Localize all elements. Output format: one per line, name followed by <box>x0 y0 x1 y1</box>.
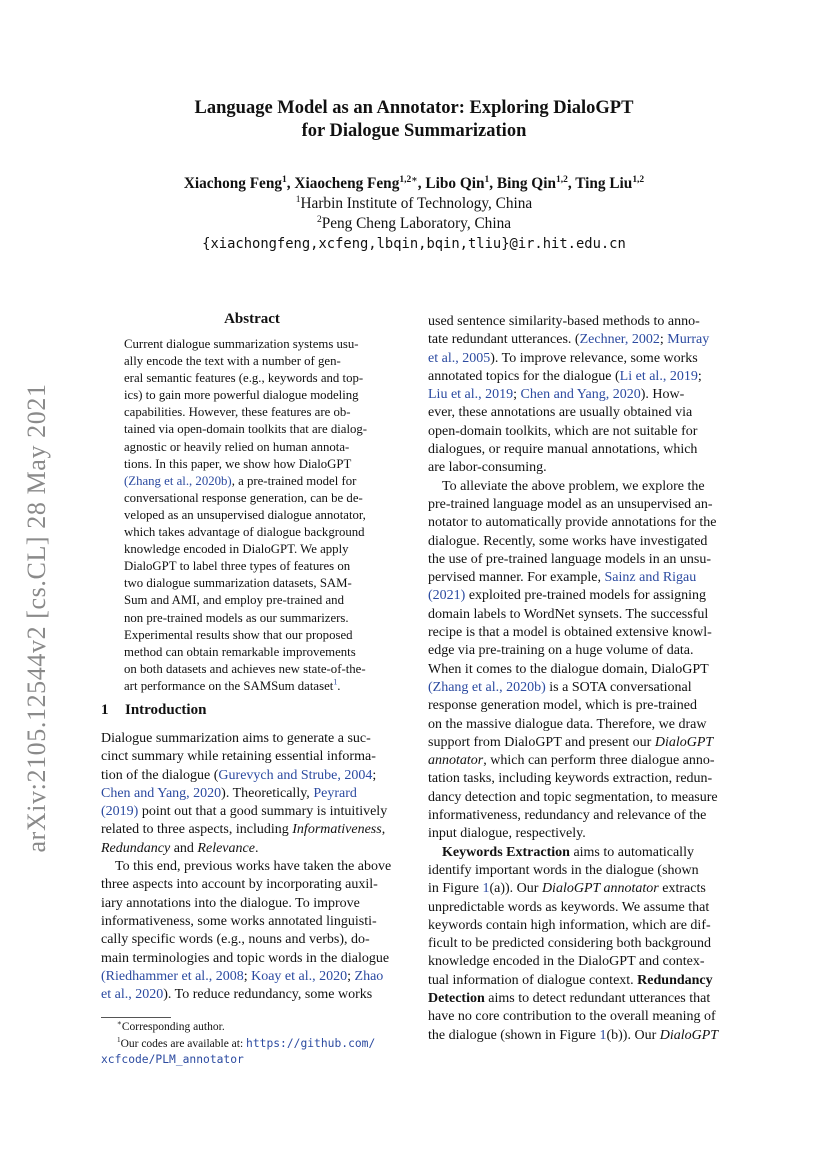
text-run: tion of the dialogue ( <box>101 767 219 783</box>
citation-link[interactable]: 1 <box>333 677 338 687</box>
affiliation-1-text: Harbin Institute of Technology, China <box>300 195 533 212</box>
text-line <box>428 514 733 532</box>
text-run: extracts <box>658 881 706 897</box>
text-run: To this end, previous works have taken the above <box>115 859 392 875</box>
abstract-line <box>124 404 384 421</box>
text-run: are labor-consuming. <box>428 460 547 476</box>
text-run: and <box>170 840 198 856</box>
text-run: Redundancy <box>101 840 171 856</box>
footnotes <box>101 1020 406 1069</box>
text-line <box>101 895 406 913</box>
text-run: conversational response generation, can be de- <box>124 490 363 505</box>
citation-link[interactable]: 1 <box>482 881 490 897</box>
footnote-code <box>101 1036 406 1053</box>
citation-link[interactable]: Peyrard <box>313 785 357 801</box>
text-run: the use of pre-trained language models in an unsu- <box>428 551 712 567</box>
abstract-line <box>124 575 384 592</box>
text-line <box>428 661 733 679</box>
abstract-line <box>124 336 384 353</box>
abstract-body <box>124 336 384 695</box>
text-line <box>101 931 406 949</box>
right-column-body <box>428 313 733 1045</box>
text-run: ). To reduce redundancy, some works <box>163 987 373 1003</box>
author-emails: {xiachongfeng,xcfeng,lbqin,bqin,tliu}@ir.hit.edu.cn <box>202 236 626 252</box>
text-line <box>428 313 733 331</box>
text-line <box>428 606 733 624</box>
text-run: tate redundant utterances. ( <box>428 332 580 348</box>
text-run: on both datasets and achieves new state-of-the- <box>124 661 366 676</box>
author-block <box>0 174 828 254</box>
text-run: DialoGPT annotator <box>541 881 659 897</box>
text-line <box>428 953 733 971</box>
text-line <box>101 767 406 785</box>
text-run: . <box>254 840 259 856</box>
text-line <box>428 1008 733 1026</box>
citation-link[interactable]: Sainz and Rigau <box>604 570 697 586</box>
citation-link[interactable]: Koay et al., 2020 <box>251 968 348 984</box>
paper-title <box>0 97 828 143</box>
arxiv-sidebar-stamp <box>22 358 52 878</box>
text-run: DialoGPT <box>659 1027 719 1043</box>
text-run: related to three aspects, including <box>101 822 293 838</box>
code-link-part-2[interactable]: xcfcode/PLM_annotator <box>101 1053 244 1066</box>
abstract-line <box>124 592 384 609</box>
abstract-line <box>124 473 384 490</box>
text-line <box>428 642 733 660</box>
author-name: Xiachong Feng <box>183 175 282 192</box>
abstract-line <box>124 387 384 404</box>
text-run: ; <box>513 387 521 403</box>
text-run: , which can perform three dialogue anno- <box>483 753 715 769</box>
text-run: , a pre-trained model for <box>231 473 357 488</box>
affiliation-1-mark: 1 <box>295 194 301 205</box>
text-run: Detection <box>428 990 485 1006</box>
text-run: dancy detection and topic segmentation, to measure <box>428 789 718 805</box>
text-run: cinct summary while retaining essential informa- <box>101 749 376 765</box>
text-line <box>101 968 406 986</box>
text-line <box>428 496 733 514</box>
abstract-line <box>124 524 384 541</box>
text-line <box>428 990 733 1008</box>
citation-link[interactable]: et al., 2005 <box>428 350 491 366</box>
text-run: knowledge encoded in the DialoGPT and contex- <box>428 954 705 970</box>
text-run: dialogues, or require manual annotations, which <box>428 442 698 458</box>
author-affiliation-mark: 1,2∗ <box>399 174 418 185</box>
text-line <box>428 386 733 404</box>
text-line <box>428 551 733 569</box>
footnote-corresponding-mark: ∗ <box>117 1020 122 1028</box>
text-line <box>428 880 733 898</box>
citation-link[interactable]: Li et al., 2019 <box>619 368 698 384</box>
footnote-code-mark: 1 <box>117 1035 121 1044</box>
text-run: Sum and AMI, and employ pre-trained and <box>124 593 344 608</box>
text-run: agnostic or heavily relied on human annota- <box>124 439 350 454</box>
text-line <box>428 459 733 477</box>
text-line <box>101 858 406 876</box>
footnote-rule <box>101 1017 171 1018</box>
arxiv-id-text: arXiv:2105.12544v2 [cs.CL] 28 May 2021 <box>22 383 51 853</box>
author-name: Xiaocheng Feng <box>294 175 400 192</box>
text-run: tained via open-domain toolkits that are dialog- <box>124 422 368 437</box>
text-line <box>428 716 733 734</box>
code-link-part-1[interactable]: https://github.com/ <box>246 1036 376 1050</box>
affiliation-2-text: Peng Cheng Laboratory, China <box>321 215 512 232</box>
abstract-line <box>124 558 384 575</box>
text-run: response generation model, which is pre-trained <box>428 698 698 714</box>
text-line <box>101 821 406 839</box>
text-line <box>428 697 733 715</box>
text-run: on the massive dialogue data. Therefore, we draw <box>428 716 707 732</box>
text-run: art performance on the SAMSum dataset <box>124 678 334 693</box>
footnote-code-text: Our codes are available at: <box>120 1037 247 1050</box>
text-run: used sentence similarity-based methods to anno- <box>428 314 700 329</box>
author-name: Ting Liu <box>575 175 633 192</box>
text-line <box>428 533 733 551</box>
text-run: (a)). Our <box>489 881 542 897</box>
citation-link[interactable]: Gurevych and Strube, 2004 <box>218 767 373 783</box>
text-line <box>101 986 406 1004</box>
text-run: knowledge encoded in DialoGPT. We apply <box>124 542 349 557</box>
citation-link[interactable]: Liu et al., 2019 <box>428 387 514 403</box>
citation-link[interactable]: (2021) <box>428 588 466 604</box>
text-line <box>428 569 733 587</box>
text-line <box>428 624 733 642</box>
text-line <box>428 1027 733 1045</box>
text-line <box>428 752 733 770</box>
abstract-line <box>124 610 384 627</box>
left-column-body <box>101 730 406 1004</box>
text-run: . <box>337 678 341 693</box>
text-line <box>428 587 733 605</box>
text-run: two dialogue summarization datasets, SAM- <box>124 576 352 591</box>
text-run: the dialogue (shown in Figure <box>428 1027 600 1043</box>
text-run: DialoGPT to label three types of features on <box>124 559 351 574</box>
citation-link[interactable]: (2019) <box>101 804 139 820</box>
text-run: open-domain toolkits, which are not suitable for <box>428 423 698 439</box>
text-run: cally specific words (e.g., nouns and verbs), do- <box>101 932 370 948</box>
text-run: three aspects into account by incorporating auxil- <box>101 877 378 893</box>
text-run: dialogue. Recently, some works have investigated <box>428 533 708 549</box>
text-line <box>101 748 406 766</box>
abstract-line <box>124 507 384 524</box>
text-run: method can obtain remarkable improvements <box>124 644 356 659</box>
text-run: iary annotations into the dialogue. To improve <box>101 895 360 911</box>
affiliation-2 <box>0 214 828 234</box>
text-line <box>101 876 406 894</box>
abstract-line <box>124 439 384 456</box>
text-run: informativeness, some works annotated linguisti- <box>101 913 377 929</box>
text-run: identify important words in the dialogue (shown <box>428 862 699 878</box>
text-run: exploited pre-trained models for assigning <box>465 588 706 604</box>
text-run: Experimental results show that our proposed <box>124 627 353 642</box>
author-names: Xiachong Feng$^1$, Xiaocheng Feng$^{1,2∗}$, Libo Qin$^1$, Bing Qin$^{1,2}$, Ting Liu$^{1,2}$ <box>183 174 645 192</box>
text-run: ). Theoretically, <box>221 785 314 801</box>
citation-link[interactable]: Murray <box>667 332 710 348</box>
text-line <box>428 770 733 788</box>
text-run: aims to detect redundant utterances that <box>484 990 711 1006</box>
text-line <box>428 423 733 441</box>
text-line <box>428 862 733 880</box>
text-line <box>428 807 733 825</box>
text-run: ics) to gain more powerful dialogue modeling <box>124 388 359 403</box>
text-run: which takes advantage of dialogue background <box>124 525 365 540</box>
citation-link[interactable]: 1 <box>599 1027 607 1043</box>
text-run: ; <box>659 332 668 348</box>
title-line-2: for Dialogue Summarization <box>301 121 527 141</box>
abstract-line <box>124 421 384 438</box>
text-run: unpredictable words as keywords. We assume that <box>428 899 710 915</box>
abstract-line <box>124 678 384 695</box>
text-run: notator to automatically provide annotations for the <box>428 515 717 531</box>
text-run: pervised manner. For example, <box>428 570 605 586</box>
abstract-line <box>124 627 384 644</box>
text-line <box>428 679 733 697</box>
text-run: Dialogue summarization aims to generate a suc- <box>101 731 371 746</box>
affiliation-1 <box>0 194 828 214</box>
text-run: aims to automatically <box>569 844 694 860</box>
citation-link[interactable]: Chen and Yang, 2020 <box>520 387 641 403</box>
abstract-heading: Abstract <box>224 311 280 327</box>
abstract-line <box>124 541 384 558</box>
text-line <box>428 478 733 496</box>
section-heading-introduction <box>101 702 206 719</box>
author-affiliation-mark: 1 <box>282 174 287 185</box>
text-run: When it comes to the dialogue domain, DialoGPT <box>428 661 709 677</box>
abstract-line <box>124 456 384 473</box>
text-run: non pre-trained models as our summarizers. <box>124 610 349 625</box>
text-line <box>428 825 733 843</box>
text-run: ever, these annotations are usually obtained via <box>428 405 693 421</box>
text-run: ; <box>697 368 702 384</box>
text-run: ; <box>243 968 252 984</box>
text-line <box>101 803 406 821</box>
text-run: Informativeness <box>292 822 382 838</box>
text-run: domain labels to WordNet synsets. The successful <box>428 606 709 622</box>
text-line <box>428 441 733 459</box>
author-name: Bing Qin <box>496 175 556 192</box>
citation-link[interactable]: Zechner, 2002 <box>579 332 660 348</box>
text-run: annotator <box>428 753 484 769</box>
text-run: is a SOTA conversational <box>545 679 692 695</box>
author-affiliation-mark: 1 <box>484 174 490 185</box>
text-run: tual information of dialogue context. <box>428 972 638 988</box>
footnote-code-cont <box>101 1052 406 1069</box>
author-affiliation-mark: 1,2 <box>555 174 568 185</box>
section-number: 1 <box>101 702 109 718</box>
text-run: To alleviate the above problem, we explore the <box>442 478 705 494</box>
text-line <box>428 844 733 862</box>
affiliation-2-mark: 2 <box>316 214 322 225</box>
title-line-1: Language Model as an Annotator: Exploring DialoGPT <box>194 98 634 118</box>
text-run: , <box>381 822 386 838</box>
author-affiliation-mark: 1,2 <box>632 174 645 185</box>
citation-link[interactable]: (Zhang et al., 2020b) <box>428 679 546 695</box>
citation-link[interactable]: Chen and Yang, 2020 <box>101 785 222 801</box>
text-line <box>428 404 733 422</box>
text-run: have no core contribution to the overall meaning of <box>428 1009 716 1025</box>
abstract-line <box>124 490 384 507</box>
text-line <box>428 734 733 752</box>
text-line <box>428 899 733 917</box>
text-run: Keywords Extraction <box>442 844 570 860</box>
text-line <box>428 350 733 368</box>
text-run: ; <box>347 968 355 984</box>
text-run: capabilities. However, these features are ob- <box>124 405 351 420</box>
text-line <box>428 972 733 990</box>
text-run: ally encode the text with a number of gen- <box>124 354 341 369</box>
citation-link[interactable]: Riedhammer et al., 2008 <box>105 968 244 984</box>
text-run: tation tasks, including keywords extraction, redun- <box>428 771 713 787</box>
text-run: Relevance <box>197 840 255 856</box>
text-run: pre-trained language model as an unsupervised an- <box>428 496 713 512</box>
text-run: eral semantic features (e.g., keywords and top- <box>124 371 364 386</box>
text-line <box>428 935 733 953</box>
citation-link[interactable]: ( <box>101 968 106 984</box>
text-run: veloped as an unsupervised dialogue annotator, <box>124 507 366 522</box>
text-run: recipe is that a model is obtained extensive knowl- <box>428 625 712 641</box>
text-run: ficult to be predicted considering both background <box>428 936 712 952</box>
citation-link[interactable]: Zhao <box>354 968 384 984</box>
text-run: tions. In this paper, we show how DialoGPT <box>124 456 352 471</box>
text-run: support from DialoGPT and present our <box>428 734 655 750</box>
abstract-line <box>124 353 384 370</box>
text-run: ). How- <box>640 387 685 403</box>
text-run: annotated topics for the dialogue ( <box>428 368 620 384</box>
section-title: Introduction <box>125 702 207 718</box>
text-line <box>101 730 406 748</box>
abstract-line <box>124 370 384 387</box>
text-run: main terminologies and topic words in the dialogue <box>101 950 390 966</box>
text-run: Redundancy <box>637 972 713 988</box>
author-name: Libo Qin <box>425 175 485 192</box>
text-line <box>428 331 733 349</box>
text-line <box>428 789 733 807</box>
footnote-corresponding-text: Corresponding author. <box>121 1021 225 1033</box>
text-line <box>428 368 733 386</box>
text-run: input dialogue, respectively. <box>428 826 586 842</box>
text-run: ). To improve relevance, some works <box>490 350 698 366</box>
text-run: (b)). Our <box>606 1027 660 1043</box>
text-line <box>101 950 406 968</box>
text-run: informativeness, redundancy and relevance of the <box>428 808 707 824</box>
text-line <box>101 913 406 931</box>
text-run: edge via pre-training on a huge volume of data. <box>428 643 694 659</box>
text-run: DialoGPT <box>654 734 714 750</box>
abstract-line <box>124 661 384 678</box>
text-run: keywords contain high information, which are dif- <box>428 917 711 933</box>
citation-link[interactable]: et al., 2020 <box>101 987 164 1003</box>
text-run: point out that a good summary is intuitively <box>138 804 388 820</box>
text-line <box>101 785 406 803</box>
footnote-corresponding <box>101 1020 406 1036</box>
text-line <box>428 917 733 935</box>
abstract-line <box>124 644 384 661</box>
text-run: ; <box>372 767 377 783</box>
text-line <box>101 840 406 858</box>
citation-link[interactable]: (Zhang et al., 2020b) <box>124 473 232 488</box>
text-run: Current dialogue summarization systems usu- <box>124 337 359 351</box>
text-run: in Figure <box>428 881 483 897</box>
